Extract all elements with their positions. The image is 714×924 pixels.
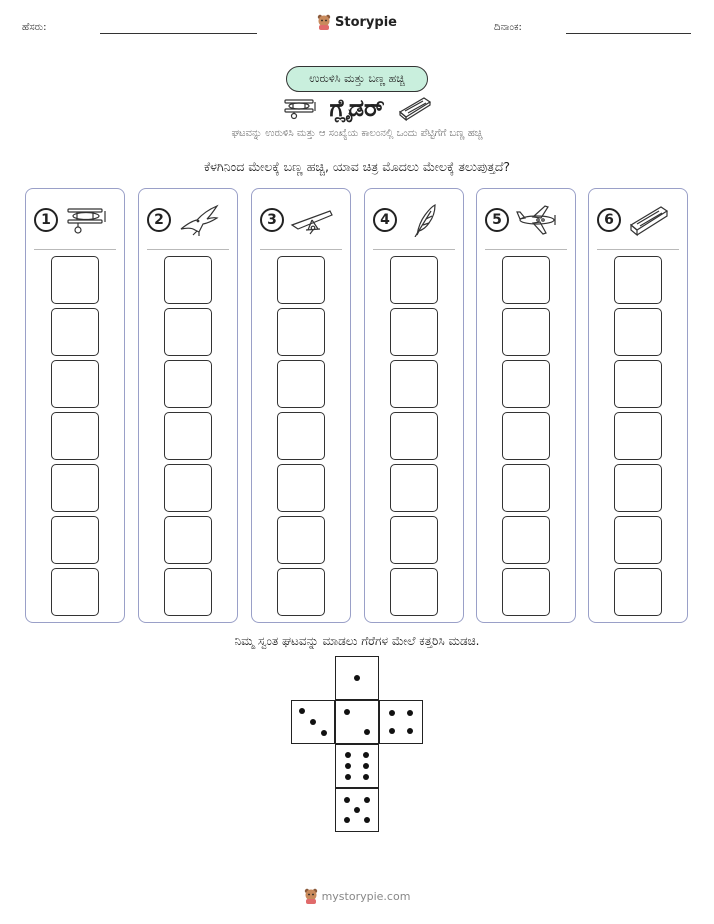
color-box[interactable] [390,464,438,512]
die-pip [363,752,369,758]
column-divider [485,249,567,250]
color-box[interactable] [614,360,662,408]
die-face-6 [335,744,379,788]
brand-logo [0,14,714,30]
column-number: 5 [485,208,509,232]
color-box[interactable] [502,256,550,304]
column-number: 3 [260,208,284,232]
die-pip [354,675,360,681]
color-box[interactable] [51,516,99,564]
die-pip [364,729,370,735]
wooden-plank-icon [627,203,671,237]
column-number: 2 [147,208,171,232]
color-box[interactable] [614,308,662,356]
feather-icon [403,203,447,237]
color-box[interactable] [502,412,550,460]
color-box[interactable] [164,464,212,512]
die-pip [389,728,395,734]
question: ಕೆಳಗಿನಿಂದ ಮೇಲಕ್ಕೆ ಬಣ್ಣ ಹಚ್ಚಿ, ಯಾವ ಚಿತ್ರ ಮೊದಲು ಮೇಲಕ್ಕೆ ತಲುಪುತ್ತದೆ? [203,159,511,174]
eagle-icon [177,203,221,237]
color-box[interactable] [51,568,99,616]
hang-glider-icon [290,203,334,237]
color-box[interactable] [390,256,438,304]
color-box[interactable] [277,464,325,512]
color-box[interactable] [502,360,550,408]
column-divider [597,249,679,250]
color-box[interactable] [614,568,662,616]
column-divider [34,249,116,250]
column-2 [138,188,238,623]
die-pip [345,774,351,780]
die-pip [299,708,305,714]
activity-pill: ಉರುಳಿಸಿ ಮತ್ತು ಬಣ್ಣ ಹಚ್ಚಿ [286,66,428,92]
column-divider [147,249,229,250]
color-box[interactable] [51,308,99,356]
footer [0,888,714,904]
column-3 [251,188,351,623]
die-pip [407,728,413,734]
color-box[interactable] [502,516,550,564]
wooden-plank-icon [397,95,433,121]
color-box[interactable] [614,464,662,512]
color-box[interactable] [51,464,99,512]
color-box[interactable] [502,464,550,512]
color-box[interactable] [277,516,325,564]
die-pip [354,807,360,813]
biplane-icon [64,203,108,237]
die-pip [344,797,350,803]
die-face-5 [335,788,379,832]
color-box[interactable] [390,568,438,616]
color-box[interactable] [390,360,438,408]
color-box[interactable] [277,256,325,304]
color-box[interactable] [502,568,550,616]
color-box[interactable] [164,360,212,408]
color-box[interactable] [51,256,99,304]
column-6 [588,188,688,623]
die-face-3 [291,700,335,744]
brand-name: Storypie [335,14,397,30]
color-box[interactable] [164,308,212,356]
color-box[interactable] [277,412,325,460]
die-pip [364,797,370,803]
color-box[interactable] [164,256,212,304]
date-line [566,33,691,34]
die-pip [363,763,369,769]
color-box[interactable] [164,568,212,616]
cut-fold-instruction: ನಿಮ್ಮ ಸ್ವಂತ ಘಟವನ್ನು ಮಾಡಲು ಗೆರೆಗಳ ಮೇಲೆ ಕತ್ತರಿಸಿ ಮಡಚಿ. [234,634,480,648]
color-box[interactable] [277,568,325,616]
die-pip [321,730,327,736]
column-divider [260,249,342,250]
storypie-mascot-icon [317,14,331,30]
column-number: 1 [34,208,58,232]
biplane-icon [281,95,317,121]
storypie-mascot-icon [304,888,318,904]
die-pip [407,710,413,716]
date-label: ದಿನಾಂಕ: [494,22,522,33]
airplane-icon [515,203,559,237]
footer-url[interactable]: mystorypie.com [321,889,411,903]
die-pip [364,817,370,823]
page-title: ಗ್ಲೈಡರ್ [329,94,385,122]
column-4 [364,188,464,623]
subtitle: ಘಟವನ್ನು ಉರುಳಿಸಿ ಮತ್ತು ಆ ಸಂಖ್ಯೆಯ ಕಾಲಂನಲ್ಲಿ ಒಂದು ಪೆಟ್ಟಿಗೆಗೆ ಬಣ್ಣ ಹಚ್ಚಿ [231,128,483,139]
color-box[interactable] [502,308,550,356]
color-box[interactable] [390,308,438,356]
die-pip [363,774,369,780]
color-box[interactable] [51,412,99,460]
color-box[interactable] [164,516,212,564]
column-divider [373,249,455,250]
name-label: ಹೆಸರು: [22,22,47,33]
column-1 [25,188,125,623]
die-pip [344,709,350,715]
die-pip [389,710,395,716]
color-box[interactable] [164,412,212,460]
die-pip [345,763,351,769]
color-box[interactable] [614,516,662,564]
column-number: 4 [373,208,397,232]
color-box[interactable] [277,308,325,356]
die-face-2 [335,700,379,744]
color-box[interactable] [614,412,662,460]
column-number: 6 [597,208,621,232]
name-line [100,33,257,34]
color-box[interactable] [390,516,438,564]
title-row [0,92,714,124]
color-box[interactable] [614,256,662,304]
die-pip [310,719,316,725]
color-box[interactable] [390,412,438,460]
column-5 [476,188,576,623]
color-box[interactable] [277,360,325,408]
die-pip [345,752,351,758]
color-box[interactable] [51,360,99,408]
die-face-1 [335,656,379,700]
die-face-4 [379,700,423,744]
die-pip [344,817,350,823]
